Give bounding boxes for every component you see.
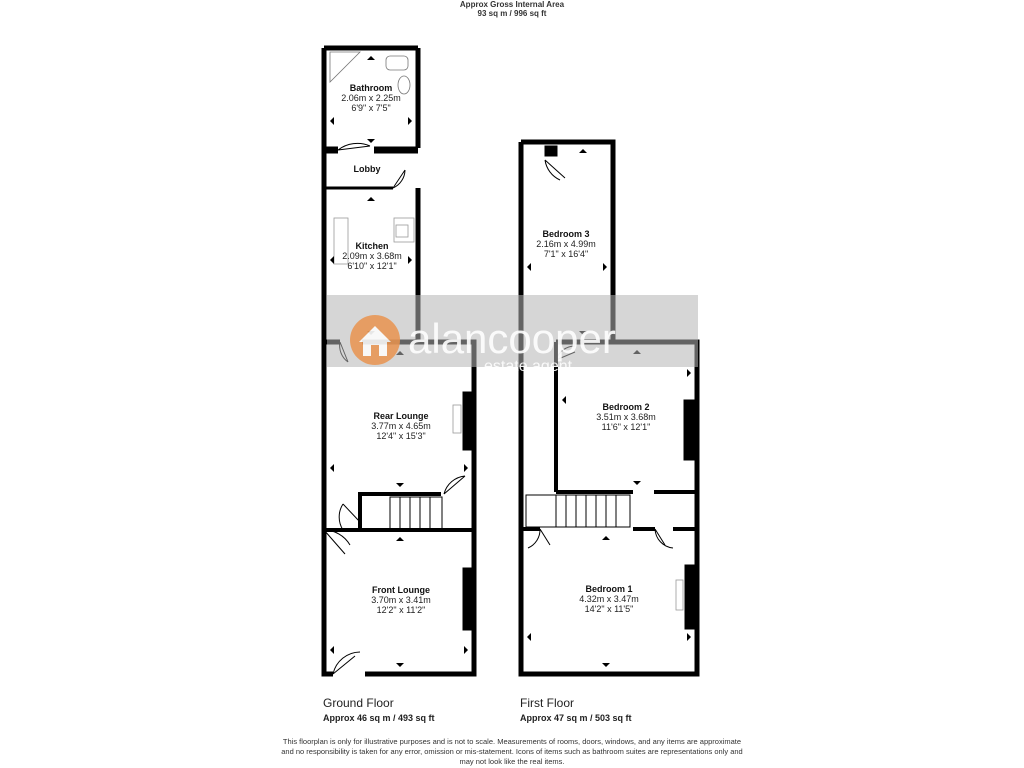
fireplace	[676, 580, 683, 610]
front-lounge-metric: 3.70m x 3.41m	[371, 595, 431, 605]
chimney-breast	[463, 392, 473, 450]
disclaimer-line: may not look like the real items.	[459, 757, 565, 766]
rear-lounge-metric: 3.77m x 4.65m	[371, 421, 431, 431]
chimney-breast	[684, 400, 695, 460]
bedroom1-metric: 4.32m x 3.47m	[579, 594, 639, 604]
watermark-tagline: estate agent	[484, 358, 573, 375]
rear-lounge-imperial: 12'4" x 15'3"	[376, 431, 426, 441]
stairs	[390, 497, 442, 529]
disclaimer-line: and no responsibility is taken for any error, omission or mis-statement. Icons of items such as bathroom suites are representations only and	[281, 747, 743, 756]
chimney-breast	[685, 565, 696, 629]
bedroom2-name: Bedroom 2	[602, 402, 650, 412]
watermark-brand: alancooper	[408, 315, 616, 362]
gross-area-title: Approx Gross Internal Area	[459, 0, 565, 9]
house-logo-icon	[350, 315, 400, 365]
agency-watermark	[327, 295, 698, 375]
ground-floor-title: Ground Floor	[323, 696, 394, 710]
bathroom-imperial: 6'9" x 7'5"	[351, 103, 391, 113]
disclaimer	[230, 737, 794, 767]
first-floor-area: Approx 47 sq m / 503 sq ft	[520, 713, 632, 723]
ground-floor-area: Approx 46 sq m / 493 sq ft	[323, 713, 435, 723]
bedroom3-name: Bedroom 3	[542, 229, 590, 239]
bedroom3-metric: 2.16m x 4.99m	[536, 239, 596, 249]
bathroom-metric: 2.06m x 2.25m	[341, 93, 401, 103]
fireplace	[453, 405, 461, 433]
kitchen-name: Kitchen	[355, 241, 389, 251]
cupboard	[545, 146, 557, 156]
bathroom-name: Bathroom	[349, 83, 393, 93]
first-floor-title: First Floor	[520, 696, 574, 710]
bedroom3-imperial: 7'1" x 16'4"	[543, 249, 589, 259]
disclaimer-line: This floorplan is only for illustrative purposes and is not to scale. Measurements of rooms, doors, windows, and any items are approximate	[282, 737, 742, 746]
front-lounge-imperial: 12'2" x 11'2"	[376, 605, 426, 615]
kitchen-metric: 2.09m x 3.68m	[342, 251, 402, 261]
bedroom2-imperial: 11'6" x 12'1"	[601, 422, 651, 432]
bedroom2-metric: 3.51m x 3.68m	[596, 412, 656, 422]
bedroom1-name: Bedroom 1	[585, 584, 633, 594]
gross-area-value: 93 sq m / 996 sq ft	[477, 9, 547, 18]
chimney-breast	[463, 568, 473, 630]
stairs	[526, 495, 630, 527]
rear-lounge-name: Rear Lounge	[373, 411, 429, 421]
bedroom1-imperial: 14'2" x 11'5"	[584, 604, 634, 614]
front-lounge-name: Front Lounge	[372, 585, 430, 595]
lobby-name: Lobby	[353, 164, 381, 174]
kitchen-imperial: 6'10" x 12'1"	[347, 261, 397, 271]
